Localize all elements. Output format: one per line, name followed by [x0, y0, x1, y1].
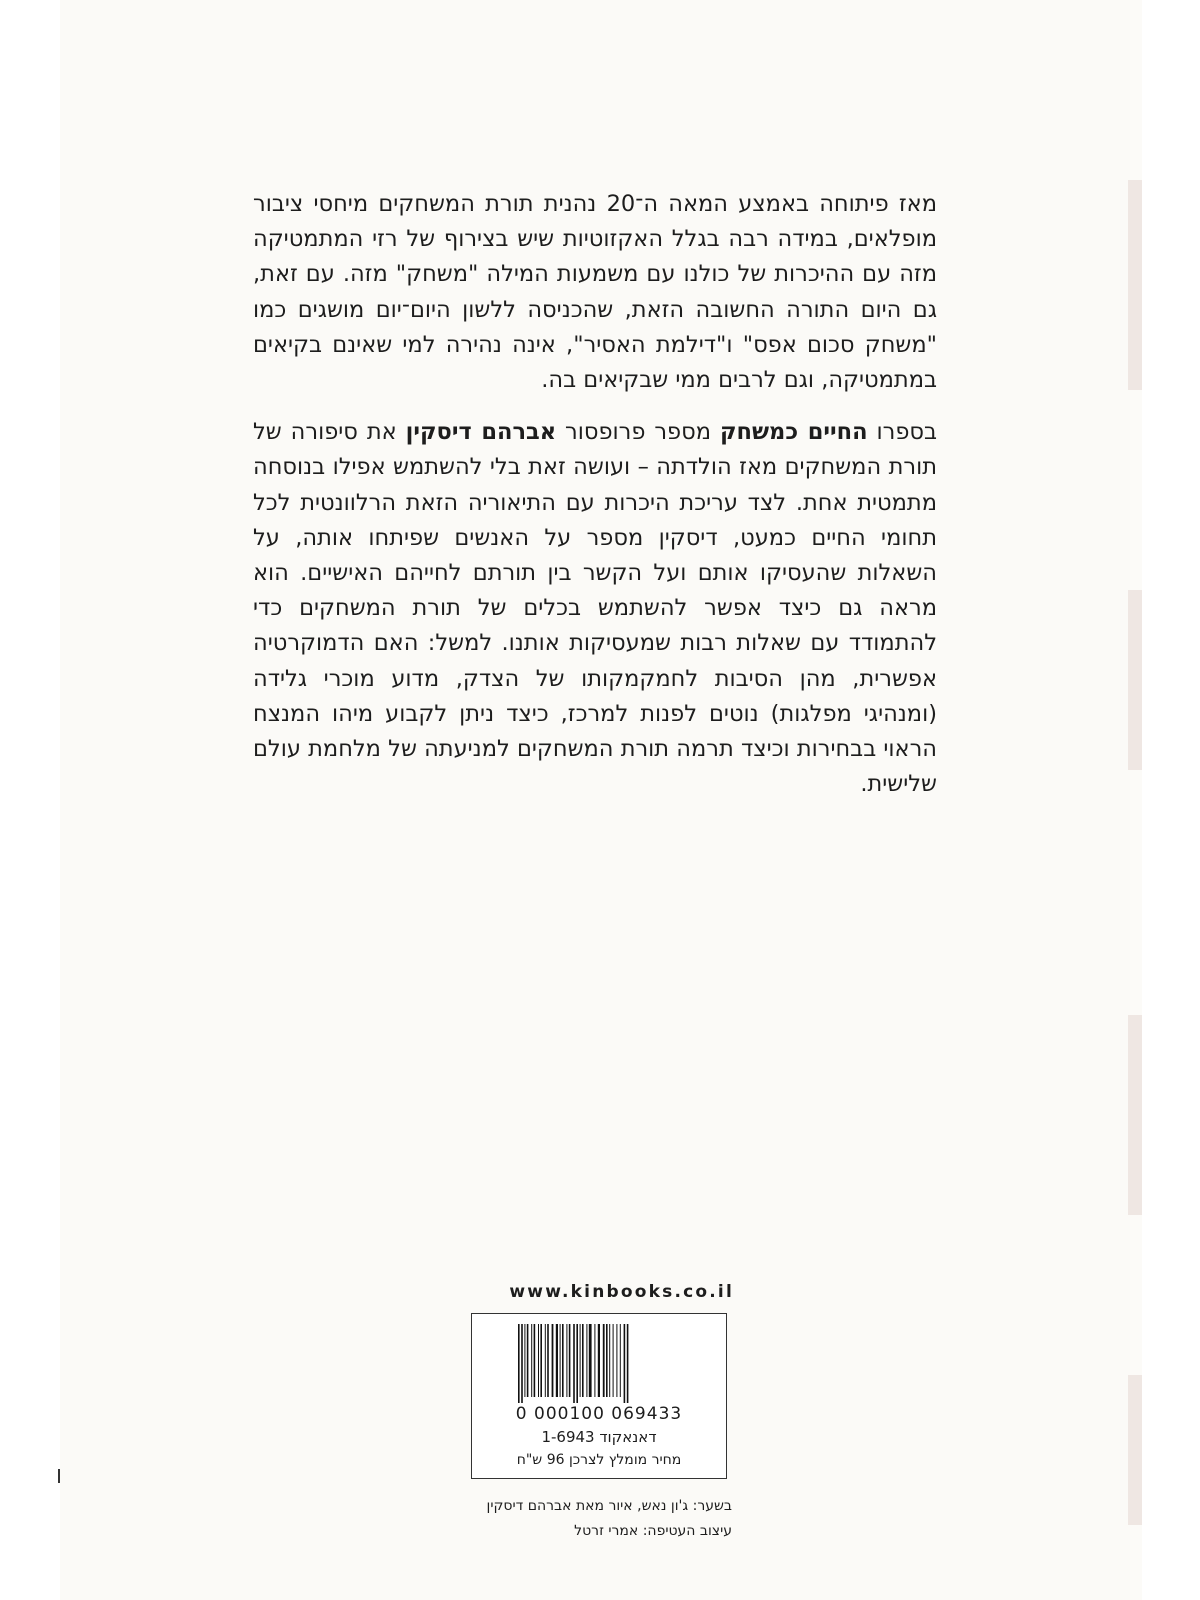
barcode-bar: [527, 1324, 529, 1397]
barcode-bar: [598, 1324, 600, 1397]
edge-shadow: [1128, 1375, 1142, 1525]
cover-illustration-credit: בשער: ג'ון נאש, איור מאת אברהם דיסקין: [486, 1498, 732, 1514]
publisher-website: www.kinbooks.co.il: [509, 1282, 734, 1302]
edge-shadow: [1128, 590, 1142, 770]
barcode-bar: [576, 1324, 578, 1403]
book-title: החיים כמשחק: [719, 419, 868, 446]
barcode-bar: [556, 1324, 558, 1397]
edge-shadow: [1128, 1015, 1142, 1215]
barcode-bar: [620, 1324, 621, 1397]
barcode-bar: [547, 1324, 549, 1397]
barcode-bar: [580, 1324, 581, 1397]
barcode-bar: [560, 1324, 561, 1397]
barcode-bar: [573, 1324, 575, 1403]
barcode-bar: [603, 1324, 605, 1397]
barcode-bar: [609, 1324, 610, 1397]
barcode-bar: [613, 1324, 614, 1397]
barcode-bar: [594, 1324, 595, 1397]
barcode-number: 0 000100 069433: [515, 1404, 683, 1424]
barcode-bar: [545, 1324, 546, 1397]
barcode-bar: [569, 1324, 571, 1397]
barcode-box: [471, 1313, 727, 1479]
barcode-bar: [531, 1324, 532, 1397]
barcode-bars: [518, 1324, 682, 1403]
blurb-text: את סיפורה של תורת המשחקים מאז הולדתה – ועושה זאת בלי להשתמש אפילו בנוסחה מתמטית אחת. לצד עריכת היכרות עם התיאוריה הזאת הרלוונטית לכל תחומי החיים כמעט, דיסקין מספר על האנשים שפיתחו אותה, על השאלות שהעסיקו אותם ועל הקשר בין תורתם לחייהם האישיים. הוא מראה גם כיצד אפשר להשתמש בכלים של תורת המשחקים כדי להתמודד עם שאלות רבות שמעסיקות אותנו. למשל: האם הדמוקרטיה אפשרית, מהן הסיבות לחמקמקותו של הצדק, מדוע מוכרי גלידה (ומנהיגי מפלגות) נוטים לפנות למרכז, כיצד ניתן לקבוע מיהו המנצח הראוי בבחירות וכיצד תרמה תורת המשחקים למניעתה של מלחמת עולם שלישית.: [253, 419, 937, 798]
barcode-bar: [562, 1324, 564, 1397]
barcode-bar: [552, 1324, 554, 1397]
barcode-bar: [521, 1324, 523, 1403]
book-blurb: [253, 187, 937, 802]
barcode-bar: [582, 1324, 584, 1397]
barcode-bar: [586, 1324, 587, 1397]
cover-design-credit: עיצוב העטיפה: אמרי זרטל: [574, 1523, 732, 1539]
edge-shadow: [1128, 180, 1142, 390]
barcode-bar: [627, 1324, 629, 1403]
danacode: דאנאקוד 1-6943: [541, 1428, 657, 1446]
barcode-bar: [540, 1324, 542, 1397]
barcode-bar: [538, 1324, 539, 1397]
recommended-price: מחיר מומלץ לצרכן 96 ש"ח: [516, 1452, 682, 1468]
barcode-bar: [589, 1324, 592, 1397]
barcode-bar: [624, 1324, 626, 1403]
blurb-paragraph-1: מאז פיתוחה באמצע המאה ה־20 נהנית תורת המשחקים מיחסי ציבור מופלאים, במידה רבה בגלל האקזוטיות שיש בצירוף של רזי המתמטיקה מזה עם ההיכרות של כולנו עם משמעות המילה "משחק" מזה. עם זאת, גם היום התורה החשובה הזאת, שהכניסה ללשון היום־יום מושגים כמו "משחק סכום אפס" ו"דילמת האסיר", אינה נהירה למי שאינם בקיאים במתמטיקה, וגם לרבים ממי שבקיאים בה.: [253, 191, 937, 394]
barcode-bar: [566, 1324, 567, 1397]
barcode-bar: [606, 1324, 608, 1397]
blurb-text: בספרו: [867, 419, 937, 446]
blurb-text: מספר פרופסור: [556, 419, 720, 446]
author-name: אברהם דיסקין: [405, 419, 557, 446]
barcode-bar: [616, 1324, 617, 1397]
cover-credits: [432, 1494, 732, 1544]
barcode-bar: [534, 1324, 536, 1397]
barcode-bar: [518, 1324, 520, 1403]
edge-mark: [58, 1469, 60, 1483]
blurb-paragraph-2: [253, 415, 937, 802]
barcode-bar: [524, 1324, 525, 1397]
